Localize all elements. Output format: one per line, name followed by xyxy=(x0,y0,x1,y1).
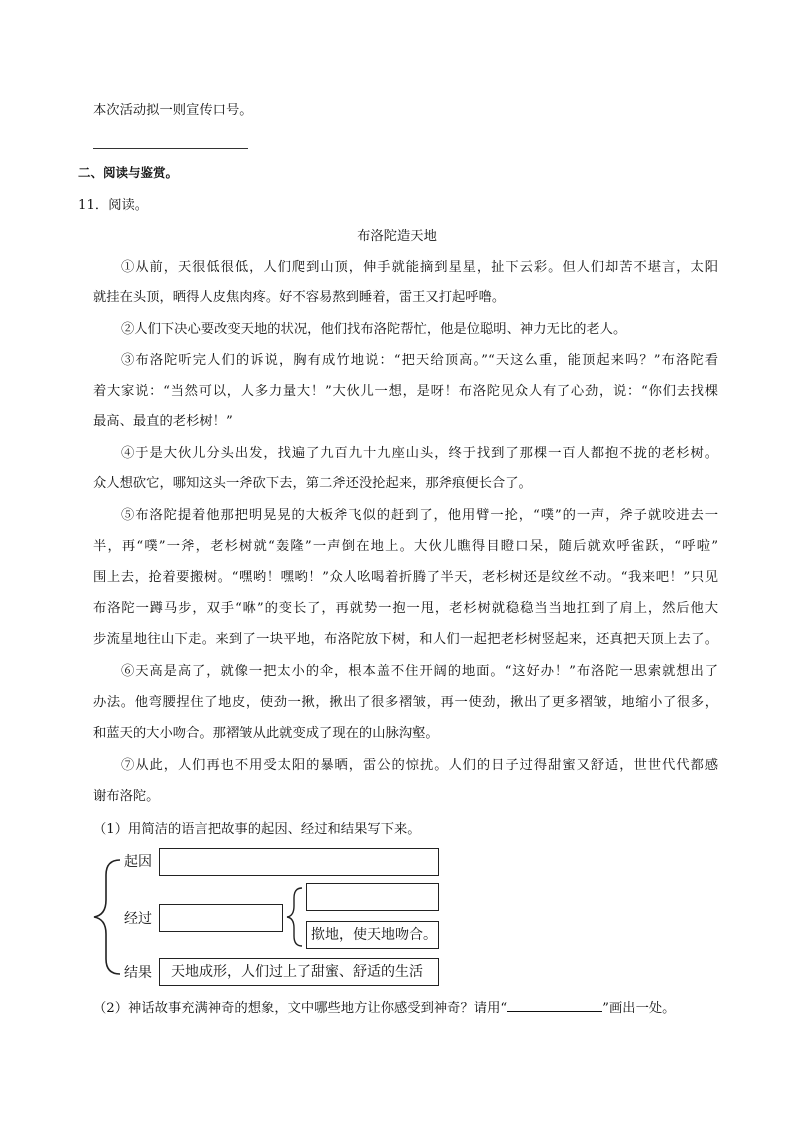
question-label: 11．阅读。 xyxy=(78,198,149,213)
large-brace-icon xyxy=(94,860,120,974)
story-line: ①从前，天很低很低，人们爬到山顶，伸手就能摘到星星，扯下云彩。但人们却苦不堪言，太阳 xyxy=(121,260,718,275)
story-line: 和蓝天的大小吻合。那褶皱从此就变成了现在的山脉沟壑。 xyxy=(93,726,439,741)
small-brace-icon xyxy=(287,888,302,946)
story-line: 围上去，抢着要搬树。“嘿哟！嘿哟！”众人吆喝着折腾了半天，老杉树还是纹丝不动。“我来吧！”只见 xyxy=(93,570,718,585)
story-line: ⑦从此，人们再也不用受太阳的暴晒，雷公的惊扰。人们的日子过得甜蜜又舒适，世世代代都感 xyxy=(121,758,718,773)
result-text: 天地成形，人们过上了甜蜜、舒适的生活 xyxy=(171,964,423,980)
story-line: ⑤布洛陀提着他那把明晃晃的大板斧飞似的赶到了，他用臂一抡，“噗”的一声，斧子就咬进去一 xyxy=(121,508,718,523)
story-line: ③布洛陀听完人们的诉说，胸有成竹地说：“把天给顶高。”“天这么重，能顶起来吗？”布洛陀看 xyxy=(121,353,718,368)
story-line: 步流星地往山下走。来到了一块平地，布洛陀放下树，和人们一起把老杉树竖起来，还真把天顶上去了。 xyxy=(93,632,718,647)
story-title: 布洛陀造天地 xyxy=(357,229,437,244)
story-line: ④于是大伙儿分头出发，找遍了九百九十九座山头，终于找到了那棵一百人都抱不拢的老杉树。 xyxy=(121,446,718,461)
q2-underline-sample xyxy=(507,999,602,1012)
answer-blank-line[interactable] xyxy=(93,148,248,149)
label-process: 经过 xyxy=(124,911,152,927)
process-step2-text: 揿地，使天地吻合。 xyxy=(311,927,437,943)
label-result: 结果 xyxy=(124,965,152,981)
label-cause: 起因 xyxy=(124,854,152,870)
q2-prompt-before: （2）神话故事充满神奇的想象，文中哪些地方让你感受到神奇？请用“ xyxy=(93,1001,508,1016)
story-line: 办法。他弯腰捏住了地皮，使劲一揪，揪出了很多褶皱，再一使劲，揪出了更多褶皱，地缩小了很多， xyxy=(93,695,718,710)
story-line: 就挂在头顶，晒得人皮焦肉疼。好不容易熬到睡着，雷王又打起呼噜。 xyxy=(93,290,506,305)
story-line: 众人想砍它，哪知这头一斧砍下去，第二斧还没抡起来，那斧痕便长合了。 xyxy=(93,476,532,491)
intro-line: 本次活动拟一则宣传口号。 xyxy=(93,103,253,118)
process-step1-box[interactable] xyxy=(306,883,439,911)
story-line: 最高、最直的老杉树！” xyxy=(93,414,233,429)
story-line: 布洛陀一蹲马步，双手“咻”的变长了，再就势一抱一甩，老杉树就稳稳当当地扛到了肩上，然后他大 xyxy=(93,601,718,616)
story-line: ②人们下决心要改变天地的状况，他们找布洛陀帮忙，他是位聪明、神力无比的老人。 xyxy=(121,322,627,337)
story-line: ⑥天高是高了，就像一把太小的伞，根本盖不住开阔的地面。“这好办！”布洛陀一思索就想出了 xyxy=(121,664,718,679)
section-heading: 二、阅读与鉴赏。 xyxy=(78,165,179,180)
cause-answer-box[interactable] xyxy=(159,848,439,876)
q2-prompt-after: ”画出一处。 xyxy=(602,1001,676,1016)
story-line: 半，再“噗”一斧，老杉树就“轰隆”一声倒在地上。大伙儿瞧得目瞪口呆，随后就欢呼雀跃，“呼啦” xyxy=(93,539,718,554)
q2-prompt xyxy=(93,999,675,1019)
story-line: 着大家说：“当然可以，人多力量大！”大伙儿一想，是呀！布洛陀见众人有了心劲，说：“你们去找棵 xyxy=(93,384,718,399)
process-answer-box[interactable] xyxy=(159,904,283,932)
story-line: 谢布洛陀。 xyxy=(93,789,160,804)
q1-prompt: （1）用简洁的语言把故事的起因、经过和结果写下来。 xyxy=(93,822,421,837)
